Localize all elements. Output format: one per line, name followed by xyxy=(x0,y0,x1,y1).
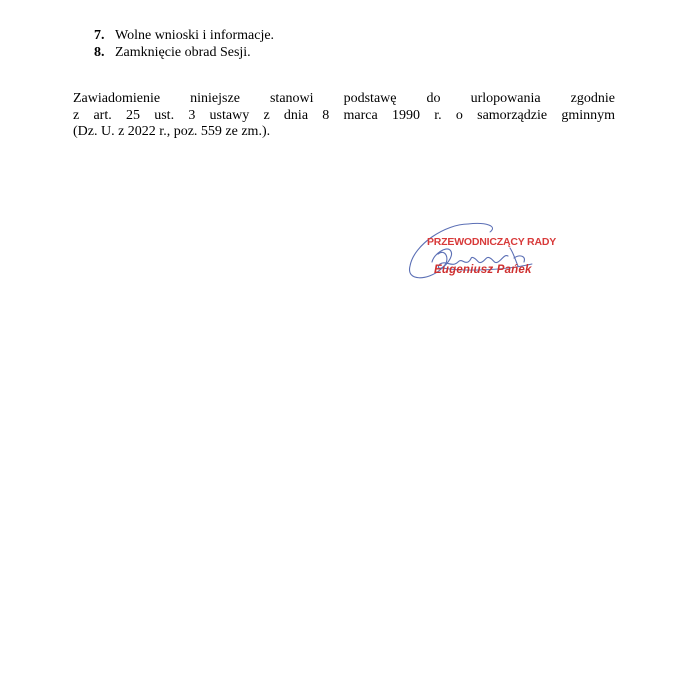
agenda-item-8 xyxy=(94,44,274,61)
notice-line-2: z art. 25 ust. 3 ustawy z dnia 8 marca 1990 r. o samorządzie gminnym xyxy=(73,107,615,123)
leave-notice-paragraph xyxy=(73,91,615,141)
chairman-stamp xyxy=(406,218,557,284)
agenda-item-text: Wolne wnioski i informacje. xyxy=(115,28,275,43)
notice-line-3: (Dz. U. z 2022 r., poz. 559 ze zm.). xyxy=(73,124,271,139)
stamp-title: PRZEWODNICZĄCY RADY xyxy=(427,236,557,248)
agenda-list xyxy=(94,27,274,61)
stamp-name: Eugeniusz Pańek xyxy=(434,264,532,276)
agenda-item-number: 8. xyxy=(94,45,105,60)
agenda-item-7 xyxy=(94,27,274,44)
agenda-item-number: 7. xyxy=(94,28,105,43)
notice-line-1: Zawiadomienie niniejsze stanowi podstawę do urlopowania zgodnie xyxy=(73,91,615,106)
agenda-item-text: Zamknięcie obrad Sesji. xyxy=(115,45,251,60)
